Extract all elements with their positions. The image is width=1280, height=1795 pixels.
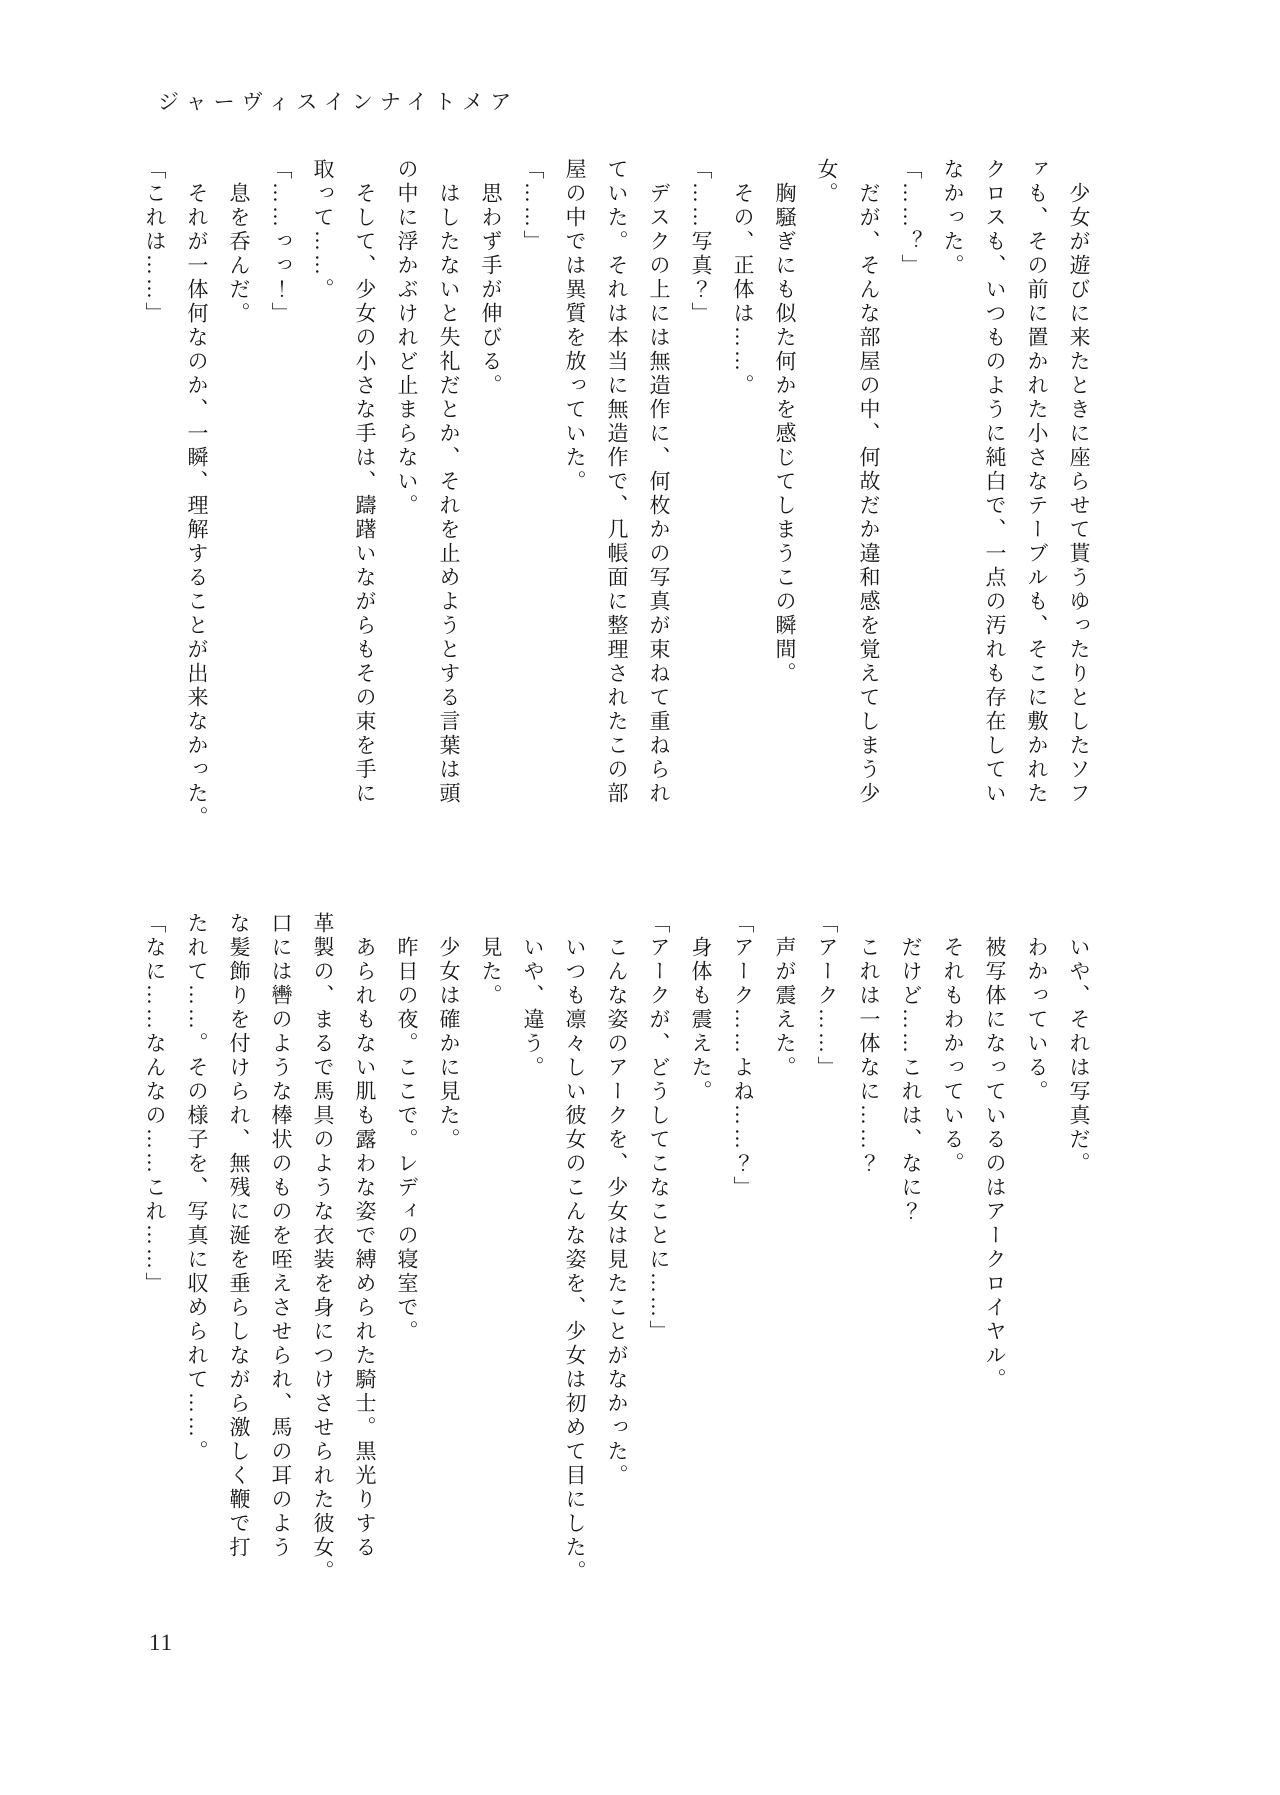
text-line: 「……写真？」 (689, 158, 713, 326)
text-line: だけど……これは、なに？ (899, 912, 923, 1224)
text-line: 屋の中では異質を放っていた。 (563, 158, 587, 494)
text-line: 革製の、まるで馬具のような衣装を身につけさせられた彼女。 (311, 912, 335, 1584)
text-line: あられもない肌も露わな姿で縛められた騎士。黒光りする (353, 912, 377, 1560)
text-block-top (134, 158, 1100, 864)
text-line: それもわかっている。 (941, 912, 965, 1176)
text-line: こんな姿のアークを、少女は見たことがなかった。 (605, 912, 629, 1488)
text-line: デスクの上には無造作に、何枚かの写真が束ねて重ねられ (647, 158, 671, 806)
text-block-bottom (134, 912, 1100, 1618)
text-line: の中に浮かぶけれど止まらない。 (395, 158, 419, 518)
text-line: 昨日の夜。ここで。レディの寝室で。 (395, 912, 419, 1344)
text-line: いや、それは写真だ。 (1067, 912, 1091, 1176)
text-line: いや、違う。 (521, 912, 545, 1080)
text-line: 「アーク……」 (815, 912, 839, 1080)
text-line: ァも、その前に置かれた小さなテーブルも、そこに敷かれた (1025, 158, 1049, 806)
text-line: たれて……。その様子を、写真に収められて……。 (185, 912, 209, 1464)
text-line: その、正体は……。 (731, 158, 755, 398)
text-line: はしたないと失礼だとか、それを止めようとする言葉は頭 (437, 158, 461, 806)
text-line: クロスも、いつものように純白で、一点の汚れも存在してい (983, 158, 1007, 806)
text-line: それが一体何なのか、一瞬、理解することが出来なかった。 (185, 158, 209, 830)
text-line: 思わず手が伸びる。 (479, 158, 503, 398)
page-number: 11 (149, 1630, 174, 1655)
text-line: ていた。それは本当に無造作で、几帳面に整理されたこの部 (605, 158, 629, 806)
text-line: なかった。 (941, 158, 965, 278)
text-line: 女。 (815, 158, 839, 206)
text-line: 身体も震えた。 (689, 912, 713, 1104)
text-line: 「……」 (521, 158, 545, 254)
text-line: そして、少女の小さな手は、躊躇いながらもその束を手に (353, 158, 377, 806)
text-line: 口には轡のような棒状のものを咥えさせられ、馬の耳のよう (269, 912, 293, 1560)
text-line: な髪飾りを付けられ、無残に涎を垂らしながら激しく鞭で打 (227, 912, 251, 1560)
text-line: 「アークが、どうしてこなことに……」 (647, 912, 671, 1344)
text-line: 被写体になっているのはアークロイヤル。 (983, 912, 1007, 1392)
text-line: 「アーク……よね……？」 (731, 912, 755, 1200)
text-line: 「……？」 (899, 158, 923, 278)
text-line: 取って……。 (311, 158, 335, 302)
text-line: 少女は確かに見た。 (437, 912, 461, 1152)
running-header-title: ジャーヴィスインナイトメア (158, 90, 519, 114)
text-line: 「これは……」 (143, 158, 167, 326)
text-line: これは一体なに……？ (857, 912, 881, 1176)
text-line: 息を呑んだ。 (227, 158, 251, 326)
text-line: わかっている。 (1025, 912, 1049, 1104)
text-line: 声が震えた。 (773, 912, 797, 1080)
text-line: 胸騒ぎにも似た何かを感じてしまうこの瞬間。 (773, 158, 797, 686)
text-line: 少女が遊びに来たときに座らせて貰うゆったりとしたソフ (1067, 158, 1091, 806)
text-line: いつも凛々しい彼女のこんな姿を、少女は初めて目にした。 (563, 912, 587, 1584)
text-line: だが、そんな部屋の中、何故だか違和感を覚えてしまう少 (857, 158, 881, 806)
text-line: 「……っっ！」 (269, 158, 293, 326)
text-line: 「なに……なんなの……これ……」 (143, 912, 167, 1296)
text-line: 見た。 (479, 912, 503, 1008)
